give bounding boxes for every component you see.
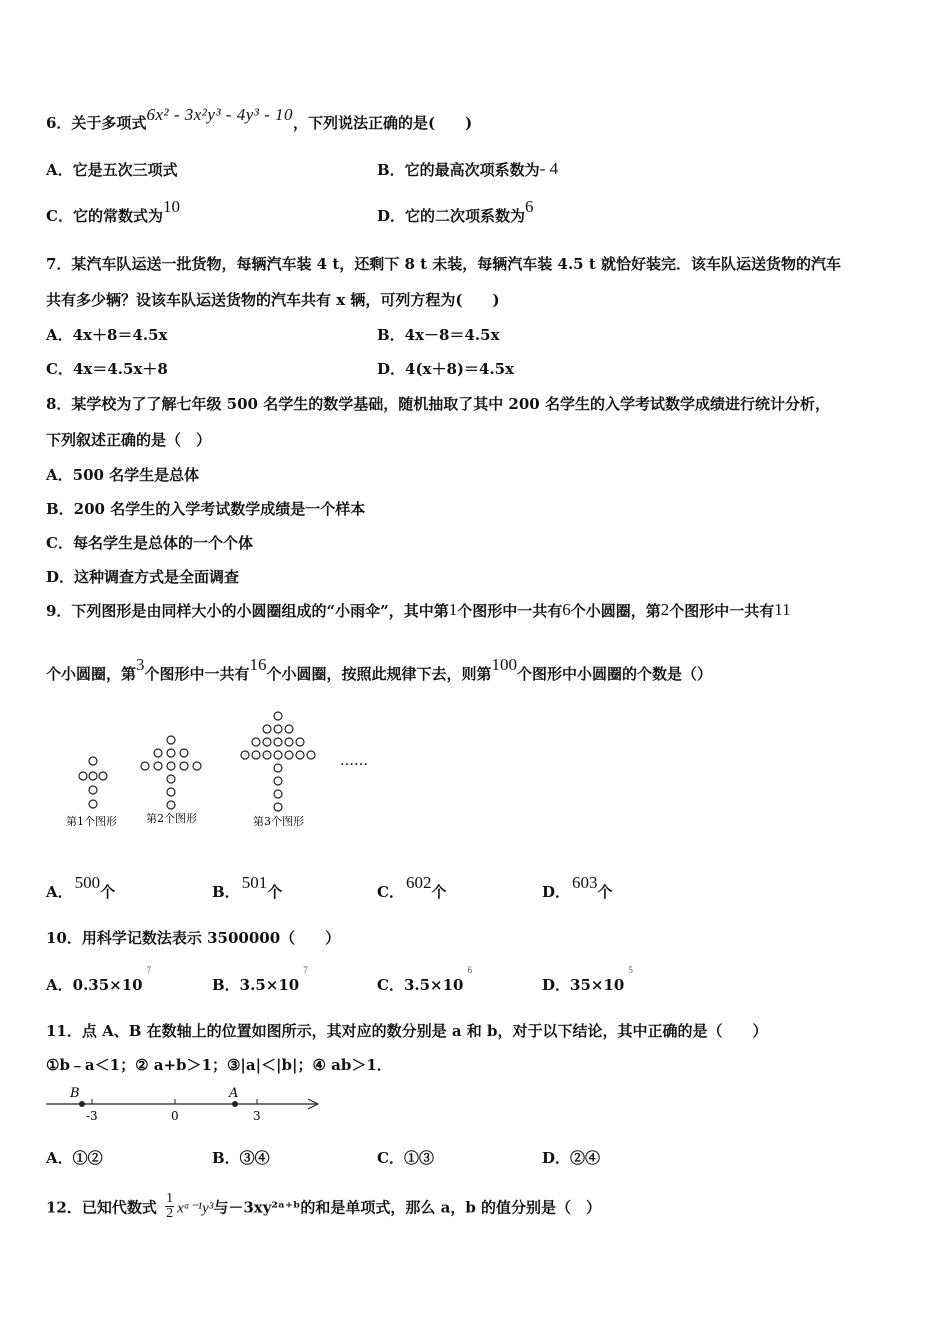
q7-option-c: C．4x＝4.5x＋8: [46, 360, 168, 378]
q9-option-a: A． 500个: [46, 873, 116, 901]
q10-option-c: C．$3.5\times 10^6$: [377, 965, 472, 994]
q8-stem-line2: 下列叙述正确的是（ ）: [46, 431, 212, 449]
q11-option-b: B．③④: [212, 1149, 270, 1167]
q9-stem-line2: 个小圆圈，第3个图形中一共有16个小圆圈，按照此规律下去，则第100个图形中小圆圈的个数是（）: [46, 655, 713, 683]
q12-fraction: $\frac{1}{2}$: [166, 1191, 174, 1221]
figure-1: [66, 757, 117, 828]
tick-neg3: -3: [86, 1109, 98, 1123]
point-b: [79, 1101, 85, 1107]
figure-2-label: 第2个图形: [146, 812, 197, 825]
q9-umbrella-figures: [60, 705, 390, 835]
q11-conclusions: ①b﹣a＜1；② a+b＞1；③|a|＜|b|；④ ab＞1．: [46, 1056, 392, 1074]
q10-stem: 10．用科学记数法表示 3500000（ ）: [46, 929, 341, 947]
q11-option-c: C．①③: [377, 1149, 434, 1167]
figure-ellipsis: ……: [340, 753, 368, 769]
q6-option-b: B．它的最高次项系数为- 4: [377, 159, 559, 179]
q9-option-c: C． 602个: [377, 873, 447, 901]
q8-stem-line1: 8．某学校为了了解七年级 500 名学生的数学基础，随机抽取了其中 200 名学生的入学考试数学成绩进行统计分析，: [46, 395, 830, 413]
q7-stem-line2: 共有多少辆？设该车队运送货物的汽车共有 x 辆，可列方程为( ): [46, 291, 500, 309]
figure-2: [141, 736, 201, 825]
q8-option-c: C．每名学生是总体的一个个体: [46, 534, 253, 552]
q11-option-a: A．①②: [46, 1149, 103, 1167]
q6-polynomial: 6x² - 3x²y³ - 4y³ - 10: [146, 105, 294, 124]
q7-option-a: A．4x＋8＝4.5x: [46, 326, 168, 344]
q6-stem: 6．关于多项式6x² - 3x²y³ - 4y³ - 10，下列说法正确的是( ): [46, 105, 473, 132]
q12-stem: 12．已知代数式 $\frac{1}{2}$ xᵃ⁻¹y³与－3xy²ᵃ⁺ᵇ的和是单项式，那么 a，b 的值分别是（ ）: [46, 1191, 602, 1221]
q6-option-c: C．它的常数式为10: [46, 197, 180, 225]
tick-0: 0: [171, 1109, 179, 1123]
q6-option-a: A．它是五次三项式: [46, 161, 178, 179]
q10-option-d: D．$35\times 10^5$: [542, 965, 633, 994]
q6-option-d: D．它的二次项系数为6: [377, 197, 534, 225]
figure-1-label: 第1个图形: [66, 815, 117, 828]
q10-option-a: A．$0.35\times 10^7$: [46, 965, 152, 994]
point-b-label: B: [70, 1086, 80, 1101]
q7-option-b: B．4x－8＝4.5x: [377, 326, 500, 344]
q11-stem: 11．点 A、B 在数轴上的位置如图所示，其对应的数分别是 a 和 b，对于以下结论，其中正确的是（ ）: [46, 1022, 768, 1040]
q11-number-line: [44, 1082, 326, 1124]
q8-option-b: B．200 名学生的入学考试数学成绩是一个样本: [46, 500, 366, 518]
point-a-label: A: [229, 1086, 239, 1101]
q10-option-b: B．$3.5\times 10^7$: [212, 965, 308, 994]
q11-option-d: D．②④: [542, 1149, 601, 1167]
tick-3: 3: [253, 1109, 261, 1123]
q7-option-d: D．4(x＋8)＝4.5x: [377, 360, 515, 378]
q8-option-d: D．这种调查方式是全面调查: [46, 568, 240, 586]
figure-3: [241, 712, 315, 828]
q9-option-d: D． 603个: [542, 873, 613, 901]
point-a: [232, 1101, 238, 1107]
figure-3-label: 第3个图形: [253, 815, 304, 828]
q8-option-a: A．500 名学生是总体: [46, 466, 200, 484]
q7-stem-line1: 7．某汽车队运送一批货物，每辆汽车装 4 t，还剩下 8 t 未装，每辆汽车装 4.5 t 就恰好装完．该车队运送货物的汽车: [46, 255, 841, 273]
q9-option-b: B． 501个: [212, 873, 283, 901]
q9-stem-line1: 9．下列图形是由同样大小的小圆圈组成的“小雨伞”，其中第1个图形中一共有6个小圆圈，第2个图形中一共有11: [46, 600, 791, 620]
